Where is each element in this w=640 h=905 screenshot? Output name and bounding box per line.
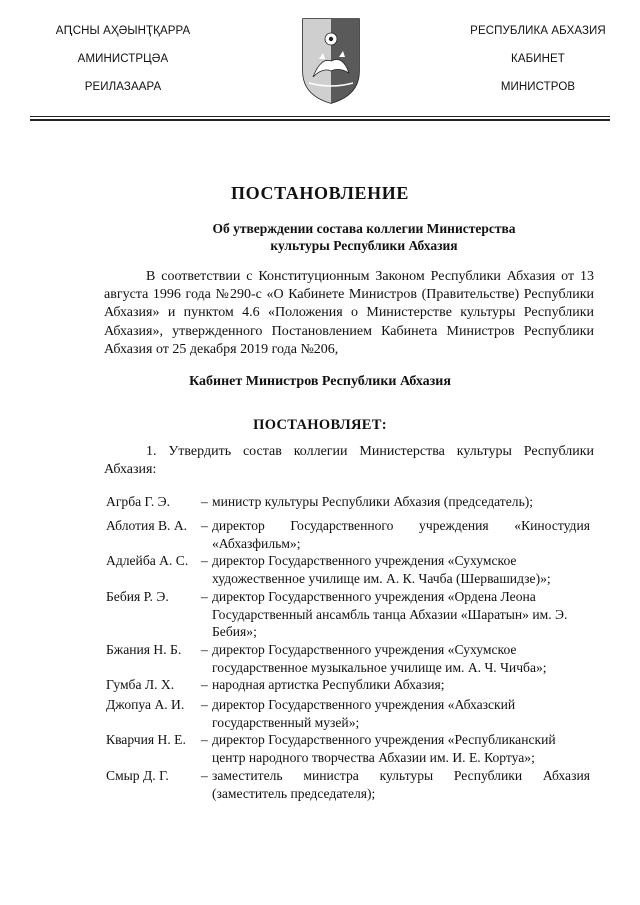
member-role: директор Государственного учреждения «Республиканский центр народного творчества Абхазии им. И. Е. Кортуа»; <box>212 732 556 765</box>
preamble-paragraph: В соответствии с Конституционным Законом Республики Абхазия от 13 августа 1996 года №290-с «О Кабинете Министров (Правительстве) Республики Абхазия» и пунктом 4.6 «Положения о Министерстве культуры Республики Абхазия», утвержденного Постановлением Кабинета Министров Республики Абхазия от 25 декабря 2019 года №206, <box>104 269 594 357</box>
member-row <box>106 696 596 736</box>
member-name: Смыр Д. Г. <box>106 768 169 783</box>
header-divider-thick <box>30 119 610 121</box>
member-role: министр культуры Республики Абхазия (председатель); <box>212 494 534 509</box>
member-row <box>106 552 596 592</box>
member-name: Бжания Н. Б. <box>106 642 182 657</box>
document-title: ПОСТАНОВЛЕНИЕ <box>231 183 409 203</box>
member-name: Агрба Г. Э. <box>106 494 171 509</box>
member-role: директор Государственного учреждения «Киностудия «Абхазфильм»; <box>212 518 590 551</box>
subtitle-line-2: культуры Республики Абхазия <box>270 238 458 253</box>
member-dash: – <box>201 677 208 692</box>
item-1-paragraph: 1. Утвердить состав коллегии Министерства культуры Республики Абхазия: <box>104 444 594 478</box>
member-dash: – <box>201 732 208 747</box>
member-dash: – <box>201 642 208 657</box>
member-dash: – <box>201 589 208 604</box>
member-dash: – <box>201 768 208 783</box>
member-row <box>106 517 596 557</box>
member-name: Кварчия Н. Е. <box>106 732 186 747</box>
decree-heading: ПОСТАНОВЛЯЕТ: <box>253 417 387 433</box>
member-role: заместитель министра культуры Республики Абхазия (заместитель председателя); <box>212 768 590 801</box>
header-right-line-2: КАБИНЕТ <box>511 53 565 65</box>
member-name: Бебия Р. Э. <box>106 589 169 604</box>
header-divider-thin <box>30 116 610 117</box>
member-row <box>106 641 596 681</box>
member-name: Аблотия В. А. <box>106 518 188 533</box>
header-left-line-2: АМИНИСТРЦӘА <box>77 53 169 65</box>
subtitle-line-1: Об утверждении состава коллегии Министерства <box>212 221 516 236</box>
member-dash: – <box>201 697 208 712</box>
member-name: Джопуа А. И. <box>106 697 185 712</box>
header-left-line-3: РЕИЛАЗААРА <box>84 81 162 93</box>
member-row <box>106 731 596 771</box>
member-role: народная артистка Республики Абхазия; <box>212 677 445 692</box>
header-right-line-3: МИНИСТРОВ <box>500 81 576 93</box>
document-subtitle <box>104 220 624 254</box>
member-row <box>106 588 596 639</box>
header-left-line-1: АԤСНЫ АҲӘЫНҬҚАРРА <box>55 25 191 37</box>
member-name: Адлейба А. С. <box>106 553 189 568</box>
member-dash: – <box>201 494 208 509</box>
member-dash: – <box>201 518 208 533</box>
member-role: директор Государственного учреждения «Ордена Леона Государственный ансамбль танца Абхазии «Шаратын» им. Э. Бебия»; <box>212 589 568 639</box>
member-dash: – <box>201 553 208 568</box>
member-row <box>106 767 596 807</box>
cabinet-heading: Кабинет Министров Республики Абхазия <box>189 374 451 389</box>
member-role: директор Государственного учреждения «Сухумское художественное училище им. А. К. Чачба (Шервашидзе)»; <box>212 553 551 586</box>
member-role: директор Государственного учреждения «Сухумское государственное музыкальное училище им. А. Ч. Чичба»; <box>212 642 547 675</box>
member-role: директор Государственного учреждения «Абхазский государственный музей»; <box>212 697 516 730</box>
header-right-line-1: РЕСПУБЛИКА АБХАЗИЯ <box>470 25 606 37</box>
member-name: Гумба Л. Х. <box>106 677 175 692</box>
abkhazia-coat-of-arms-icon <box>299 15 363 105</box>
